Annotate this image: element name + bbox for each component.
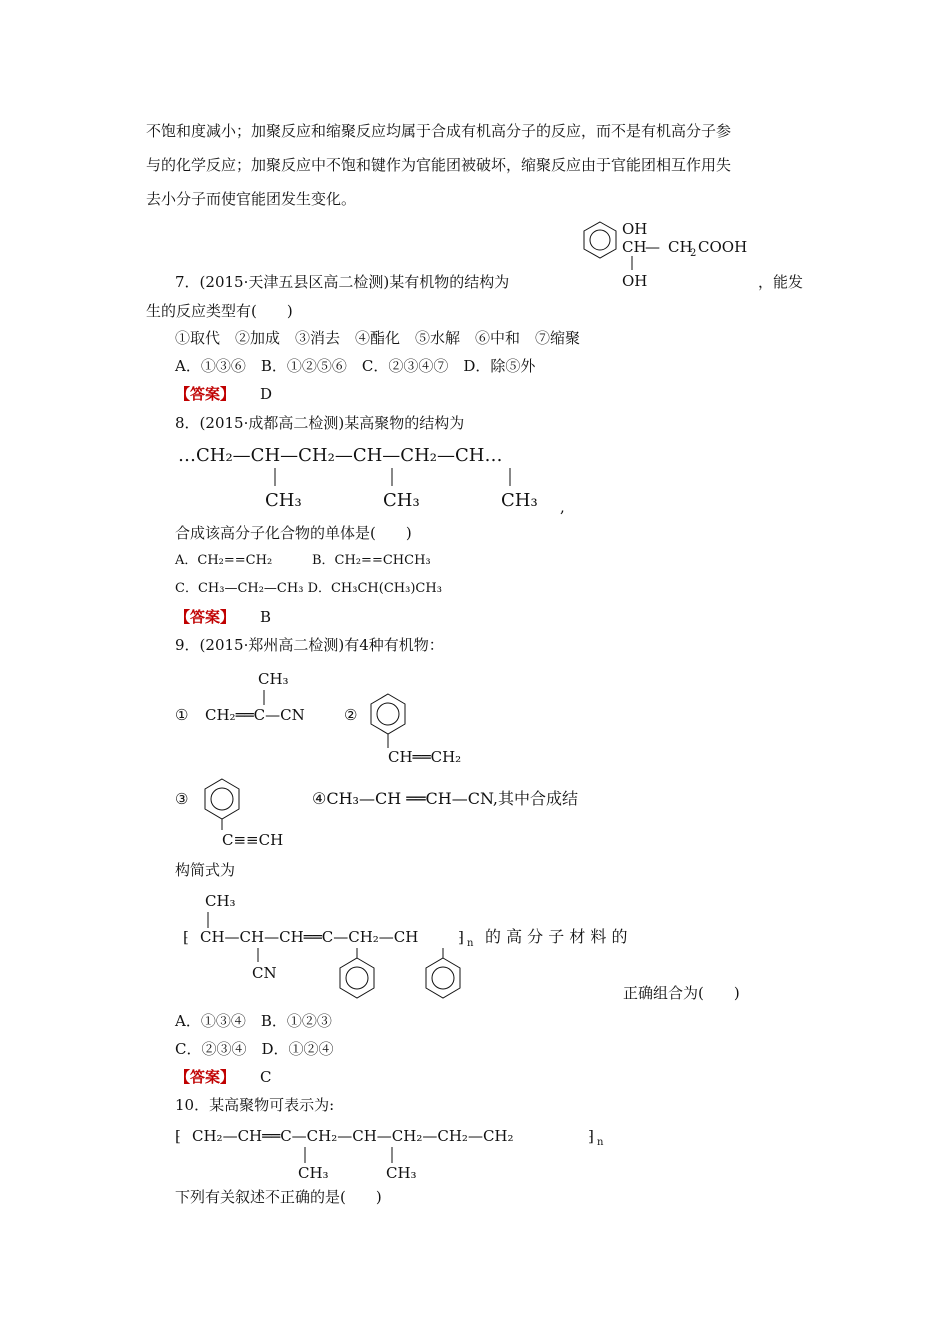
intro-line-1: 不饱和度减小；加聚反应和缩聚反应均属于合成有机高分子的反应，而不是有机高分子参 xyxy=(146,122,732,140)
q9-option-ab: A．①③④ B．①②③ xyxy=(175,1012,332,1030)
q8-question: 合成该高分子化合物的单体是( ) xyxy=(175,524,412,542)
q9-poly-tail: 的 高 分 子 材 料 的 xyxy=(485,927,628,946)
q8-answer-tag: 【答案】 xyxy=(175,608,236,626)
q9-m1-methyl: CH₃ xyxy=(258,670,289,688)
q10-methyl-1: CH₃ xyxy=(298,1164,329,1182)
q10-n: n xyxy=(597,1137,604,1148)
intro-line-2: 与的化学反应；加聚反应中不饱和键作为官能团被破坏，缩聚反应由于官能团相互作用失 xyxy=(146,156,732,174)
q7-stem-cont: 生的反应类型有( ) xyxy=(146,302,293,320)
q9-m1-num: ① xyxy=(175,706,189,724)
q8-methyl-3: CH₃ xyxy=(501,490,538,511)
q9-m3-num: ③ xyxy=(175,790,189,808)
q9-poly-bracket-left: ⁅ xyxy=(183,928,189,946)
q10-chain: CH₂—CH══C—CH₂—CH—CH₂—CH₂—CH₂ xyxy=(192,1127,514,1145)
q7-stem: 7．(2015·天津五县区高二检测)某有机物的结构为 xyxy=(175,273,510,291)
q8-option-cd: C．CH₃—CH₂—CH₃ D．CH₃CH(CH₃)CH₃ xyxy=(175,581,442,596)
q10-methyl-2: CH₃ xyxy=(386,1164,417,1182)
q9-poly-n: n xyxy=(467,938,474,949)
q7-dash: — xyxy=(645,238,660,256)
q8-stem: 8．(2015·成都高二检测)某高聚物的结构为 xyxy=(175,414,465,432)
q9-m2-num: ② xyxy=(344,706,358,724)
q8-comma: , xyxy=(560,498,565,516)
q7-ch2-sub: 2 xyxy=(690,248,697,259)
intro-line-3: 去小分子而使官能团发生变化。 xyxy=(146,190,357,208)
q9-question: 正确组合为( ) xyxy=(623,984,740,1002)
q7-oh-top: OH xyxy=(622,220,648,238)
q9-poly-main: CH—CH—CH══C—CH₂—CH xyxy=(200,928,419,946)
q7-ch2: CH xyxy=(668,238,693,256)
q9-m2-vinyl: CH══CH₂ xyxy=(388,748,462,766)
q7-ch: CH xyxy=(622,238,647,256)
q9-poly-cn: CN xyxy=(252,964,277,982)
q9-m3-ethynyl: C≡≡CH xyxy=(222,831,284,849)
q9-answer-tag: 【答案】 xyxy=(175,1068,236,1086)
q8-methyl-1: CH₃ xyxy=(265,490,302,511)
q7-cooh: COOH xyxy=(698,238,748,256)
q9-stem-cont: 构简式为 xyxy=(175,861,236,879)
q9-m4: ④CH₃—CH ══CH—CN,其中合成结 xyxy=(312,789,579,808)
q10-bracket-right: ⁆ xyxy=(588,1127,594,1145)
q8-option-a: A．CH₂==CH₂ xyxy=(175,553,273,568)
q9-m1-main: CH₂══C—CN xyxy=(205,706,305,724)
q8-chain: …CH₂—CH—CH₂—CH—CH₂—CH… xyxy=(178,445,503,466)
q7-options: A．①③⑥ B．①②⑤⑥ C．②③④⑦ D．除⑤外 xyxy=(175,357,536,375)
q7-reaction-types: ①取代 ②加成 ③消去 ④酯化 ⑤水解 ⑥中和 ⑦缩聚 xyxy=(175,329,581,347)
q8-option-b: B．CH₂==CHCH₃ xyxy=(312,553,431,568)
q9-answer: C xyxy=(260,1068,272,1086)
q10-bracket-left: ⁅ xyxy=(175,1127,181,1145)
q8-answer: B xyxy=(260,608,272,626)
q7-answer-tag: 【答案】 xyxy=(175,385,236,403)
q7-stem-tail: ，能发 xyxy=(758,273,804,291)
q9-option-cd: C．②③④ D．①②④ xyxy=(175,1040,334,1058)
q10-stem: 10．某高聚物可表示为: xyxy=(175,1096,335,1114)
q7-oh-bottom: OH xyxy=(622,272,648,290)
q7-answer: D xyxy=(260,385,273,403)
q10-question: 下列有关叙述不正确的是( ) xyxy=(175,1188,382,1206)
q9-poly-bracket-right: ⁆ xyxy=(458,928,464,946)
q9-poly-methyl: CH₃ xyxy=(205,892,236,910)
q8-methyl-2: CH₃ xyxy=(383,490,420,511)
q9-stem: 9．(2015·郑州高二检测)有4种有机物： xyxy=(175,636,444,654)
